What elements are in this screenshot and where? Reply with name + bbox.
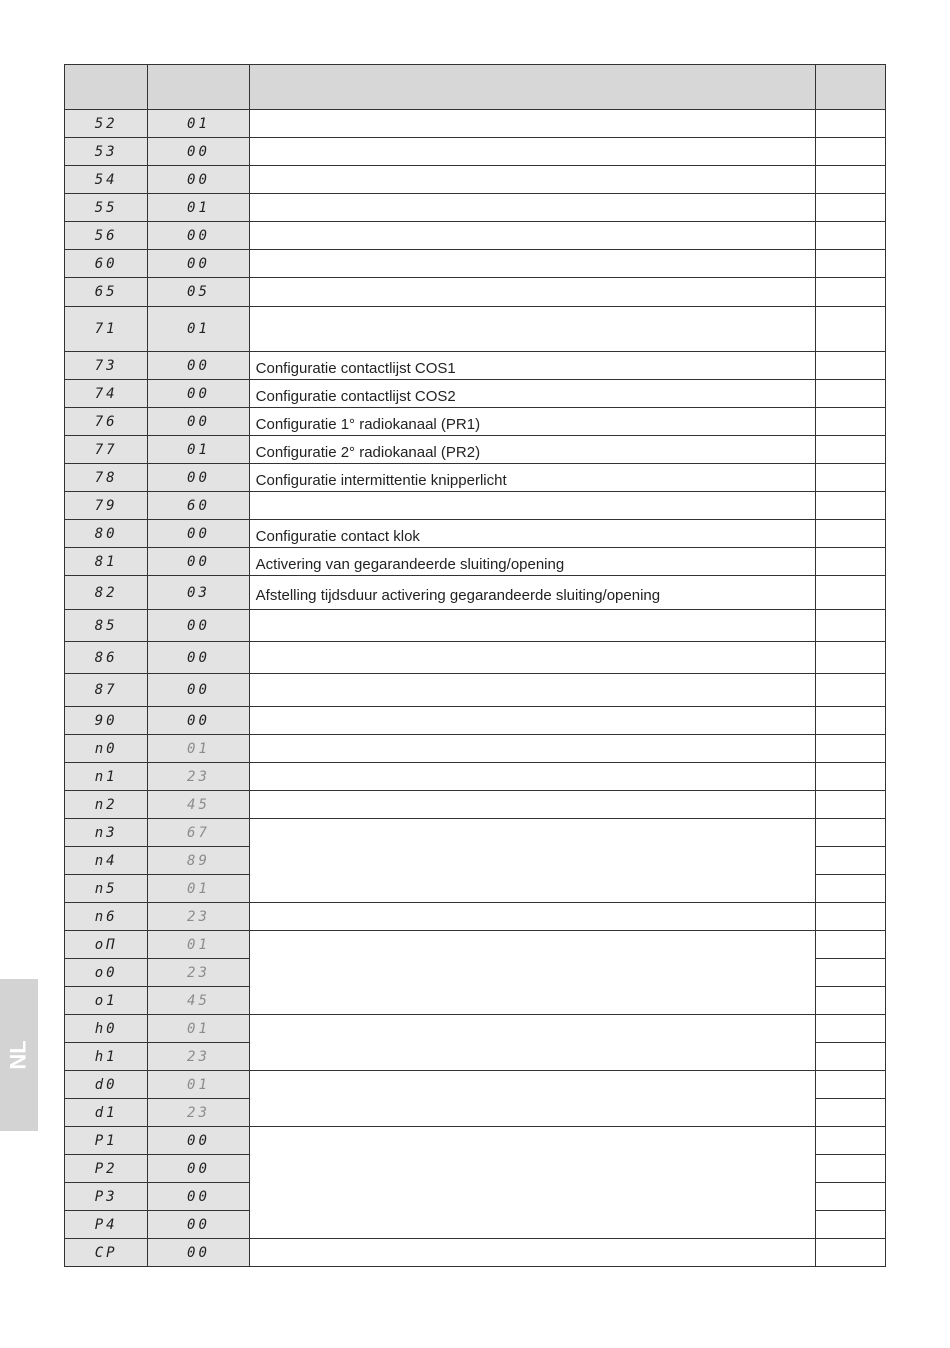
default-value: 00 (148, 642, 249, 674)
language-label-wrap (0, 979, 38, 1131)
extra-cell (815, 110, 885, 138)
parameter-code: P1 (65, 1127, 148, 1155)
parameter-code: 73 (65, 352, 148, 380)
description-cell (249, 492, 815, 520)
default-value: 00 (148, 520, 249, 548)
extra-cell (815, 1127, 885, 1155)
description-cell (249, 138, 815, 166)
parameter-code: n4 (65, 847, 148, 875)
default-value: 00 (148, 1183, 249, 1211)
description-cell (249, 763, 815, 791)
parameter-code: 52 (65, 110, 148, 138)
parameter-code: 85 (65, 610, 148, 642)
table-row (65, 352, 886, 380)
parameter-code: n2 (65, 791, 148, 819)
description-cell (249, 819, 815, 903)
default-value: 01 (148, 307, 249, 352)
extra-cell (815, 847, 885, 875)
parameter-code: o0 (65, 959, 148, 987)
default-value: 01 (148, 110, 249, 138)
default-value: 01 (148, 875, 249, 903)
table-row (65, 307, 886, 352)
default-value: 01 (148, 436, 249, 464)
parameter-code: 90 (65, 707, 148, 735)
extra-cell (815, 763, 885, 791)
table-row (65, 166, 886, 194)
table-header-row (65, 65, 886, 110)
parameter-code: n1 (65, 763, 148, 791)
default-value: 00 (148, 464, 249, 492)
header-col-parameter (65, 65, 148, 110)
description-cell (249, 307, 815, 352)
parameter-code: o1 (65, 987, 148, 1015)
table-row (65, 492, 886, 520)
default-value: 00 (148, 1155, 249, 1183)
extra-cell (815, 875, 885, 903)
extra-cell (815, 1239, 885, 1267)
extra-cell (815, 931, 885, 959)
extra-cell (815, 380, 885, 408)
parameter-code: d0 (65, 1071, 148, 1099)
table-row (65, 576, 886, 610)
extra-cell (815, 520, 885, 548)
extra-cell (815, 959, 885, 987)
parameter-code: oΠ (65, 931, 148, 959)
description-cell (249, 931, 815, 1015)
description-cell (249, 250, 815, 278)
parameter-code: 79 (65, 492, 148, 520)
description-cell (249, 464, 815, 492)
description-cell (249, 194, 815, 222)
table-row (65, 520, 886, 548)
parameter-code: n6 (65, 903, 148, 931)
extra-cell (815, 1155, 885, 1183)
parameter-code: 53 (65, 138, 148, 166)
parameter-code: 81 (65, 548, 148, 576)
table-row (65, 250, 886, 278)
table-row (65, 380, 886, 408)
default-value: 00 (148, 1239, 249, 1267)
table-row (65, 408, 886, 436)
description-cell (249, 735, 815, 763)
extra-cell (815, 1015, 885, 1043)
description-text: Configuratie contactlijst COS2 (255, 388, 456, 405)
default-value: 00 (148, 610, 249, 642)
extra-cell (815, 1043, 885, 1071)
default-value: 00 (148, 222, 249, 250)
description-cell (249, 1015, 815, 1071)
default-value: 00 (148, 166, 249, 194)
extra-cell (815, 222, 885, 250)
default-value: 23 (148, 903, 249, 931)
table-row (65, 1239, 886, 1267)
description-cell (249, 436, 815, 464)
description-cell (249, 222, 815, 250)
table-row (65, 735, 886, 763)
description-cell (249, 110, 815, 138)
table-row (65, 194, 886, 222)
description-cell (249, 674, 815, 707)
default-value: 23 (148, 959, 249, 987)
parameter-code: 86 (65, 642, 148, 674)
extra-cell (815, 1071, 885, 1099)
table-row (65, 903, 886, 931)
parameter-code: 76 (65, 408, 148, 436)
description-cell (249, 1127, 815, 1239)
parameter-code: 54 (65, 166, 148, 194)
parameter-code: CP (65, 1239, 148, 1267)
description-cell (249, 352, 815, 380)
parameter-code: 82 (65, 576, 148, 610)
description-cell (249, 408, 815, 436)
default-value: 01 (148, 1071, 249, 1099)
parameter-code: 74 (65, 380, 148, 408)
description-text: Configuratie 1° radiokanaal (PR1) (255, 416, 481, 433)
parameter-code: n0 (65, 735, 148, 763)
table-row (65, 138, 886, 166)
extra-cell (815, 576, 885, 610)
header-col-description (249, 65, 815, 110)
description-cell (249, 1239, 815, 1267)
extra-cell (815, 352, 885, 380)
description-text: Afstelling tijdsduur activering gegarandeerde sluiting/opening (255, 587, 661, 604)
extra-cell (815, 903, 885, 931)
description-cell (249, 520, 815, 548)
default-value: 00 (148, 352, 249, 380)
description-cell (249, 166, 815, 194)
default-value: 00 (148, 408, 249, 436)
default-value: 89 (148, 847, 249, 875)
extra-cell (815, 1183, 885, 1211)
default-value: 05 (148, 278, 249, 307)
default-value: 00 (148, 548, 249, 576)
extra-cell (815, 492, 885, 520)
extra-cell (815, 307, 885, 352)
table-row (65, 931, 886, 959)
extra-cell (815, 194, 885, 222)
header-col-default (148, 65, 249, 110)
default-value: 00 (148, 1127, 249, 1155)
table-row (65, 642, 886, 674)
table-row (65, 763, 886, 791)
parameter-code: P3 (65, 1183, 148, 1211)
extra-cell (815, 548, 885, 576)
extra-cell (815, 166, 885, 194)
parameter-code: 80 (65, 520, 148, 548)
default-value: 00 (148, 1211, 249, 1239)
default-value: 00 (148, 138, 249, 166)
table-row (65, 707, 886, 735)
extra-cell (815, 987, 885, 1015)
description-text: Configuratie contactlijst COS1 (255, 360, 456, 377)
extra-cell (815, 1211, 885, 1239)
parameter-code: 87 (65, 674, 148, 707)
extra-cell (815, 278, 885, 307)
table-row (65, 1127, 886, 1155)
description-cell (249, 791, 815, 819)
parameter-code: 56 (65, 222, 148, 250)
default-value: 23 (148, 1043, 249, 1071)
parameter-code: 71 (65, 307, 148, 352)
default-value: 67 (148, 819, 249, 847)
default-value: 00 (148, 707, 249, 735)
table-row (65, 222, 886, 250)
default-value: 00 (148, 250, 249, 278)
description-cell (249, 903, 815, 931)
table-row (65, 791, 886, 819)
extra-cell (815, 642, 885, 674)
table-row (65, 819, 886, 847)
extra-cell (815, 408, 885, 436)
parameter-code: n5 (65, 875, 148, 903)
parameter-code: 60 (65, 250, 148, 278)
description-text: Configuratie 2° radiokanaal (PR2) (255, 444, 481, 461)
table-row (65, 610, 886, 642)
extra-cell (815, 674, 885, 707)
parameter-code: d1 (65, 1099, 148, 1127)
parameter-code: P4 (65, 1211, 148, 1239)
default-value: 01 (148, 735, 249, 763)
default-value: 01 (148, 1015, 249, 1043)
table-row (65, 464, 886, 492)
description-cell (249, 278, 815, 307)
table-row (65, 1071, 886, 1099)
description-text: Configuratie contact klok (255, 528, 420, 545)
extra-cell (815, 610, 885, 642)
extra-cell (815, 735, 885, 763)
description-cell (249, 642, 815, 674)
extra-cell (815, 791, 885, 819)
parameter-code: h0 (65, 1015, 148, 1043)
description-cell (249, 576, 815, 610)
extra-cell (815, 436, 885, 464)
table-row (65, 278, 886, 307)
table-row (65, 1015, 886, 1043)
parameter-table (64, 64, 886, 1267)
table-row (65, 436, 886, 464)
table-row (65, 548, 886, 576)
parameter-code: 65 (65, 278, 148, 307)
description-cell (249, 1071, 815, 1127)
extra-cell (815, 1099, 885, 1127)
parameter-code: P2 (65, 1155, 148, 1183)
language-side-tab (0, 979, 38, 1131)
table-row (65, 110, 886, 138)
default-value: 60 (148, 492, 249, 520)
description-text: Configuratie intermittentie knipperlicht (255, 472, 507, 489)
parameter-code: 78 (65, 464, 148, 492)
description-cell (249, 707, 815, 735)
default-value: 00 (148, 380, 249, 408)
description-cell (249, 610, 815, 642)
description-text: Activering van gegarandeerde sluiting/opening (255, 556, 565, 573)
extra-cell (815, 250, 885, 278)
parameter-code: n3 (65, 819, 148, 847)
default-value: 45 (148, 791, 249, 819)
header-col-extra (815, 65, 885, 110)
default-value: 23 (148, 763, 249, 791)
parameter-code: h1 (65, 1043, 148, 1071)
default-value: 23 (148, 1099, 249, 1127)
description-cell (249, 548, 815, 576)
parameter-code: 77 (65, 436, 148, 464)
default-value: 45 (148, 987, 249, 1015)
default-value: 01 (148, 194, 249, 222)
default-value: 00 (148, 674, 249, 707)
default-value: 01 (148, 931, 249, 959)
extra-cell (815, 707, 885, 735)
description-cell (249, 380, 815, 408)
extra-cell (815, 464, 885, 492)
extra-cell (815, 138, 885, 166)
table-row (65, 674, 886, 707)
parameter-code: 55 (65, 194, 148, 222)
default-value: 03 (148, 576, 249, 610)
extra-cell (815, 819, 885, 847)
language-label: NL (5, 1040, 31, 1070)
